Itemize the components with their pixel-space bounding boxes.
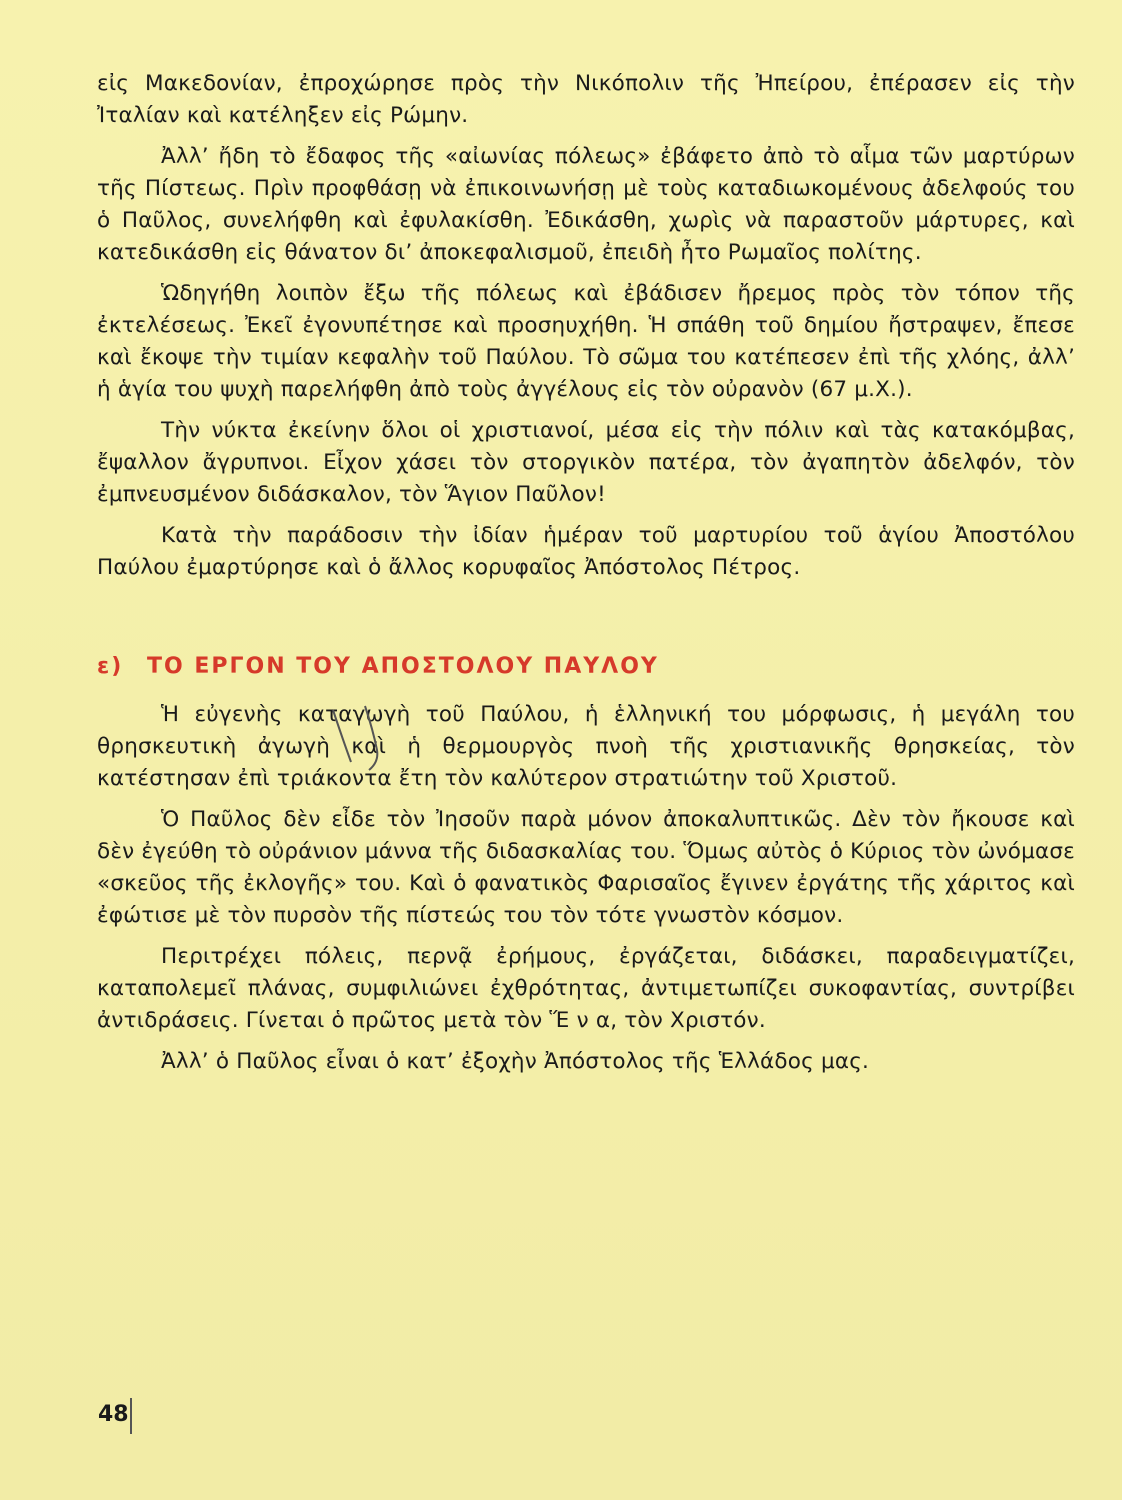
section-paragraph-2: Ὁ Παῦλος δὲν εἶδε τὸν Ἰησοῦν παρὰ μόνον ἀποκαλυπτικῶς. Δὲν τὸν ἤκουσε καὶ δὲν ἐγεύθη τὸ οὐράνιον μάννα τῆς διδασκαλίας του. Ὅμως αὐτὸς ὁ Κύριος τὸν ὠνόμασε «σκεῦος τῆς ἐκλογῆς» του. Καὶ ὁ φανατικὸς Φαρισαῖος ἔγινεν ἐργάτης τῆς χάριτος καὶ ἐφώτισε μὲ τὸν πυρσὸν τῆς πίστεώς του τὸν τότε γνωστὸν κόσμον. — [97, 807, 1075, 928]
page-number-divider — [130, 1398, 132, 1434]
section-heading — [97, 654, 1075, 679]
paragraph-execution: Ὡδηγήθη λοιπὸν ἔξω τῆς πόλεως καὶ ἐβάδισεν ἤρεμος πρὸς τὸν τόπον τῆς ἐκτελέσεως. Ἐκεῖ ἐγονυπέτησε καὶ προσηυχήθη. Ἡ σπάθη τοῦ δημίου ἤστραψεν, ἔπεσε καὶ ἔκοψε τὴν τιμίαν κεφαλὴν τοῦ Παύλου. Τὸ σῶμα του κατέπεσεν ἐπὶ τῆς χλόης, ἀλλ’ ἡ ἁγία του ψυχὴ παρελήφθη ἀπὸ τοὺς ἀγγέλους εἰς τὸν οὐρανὸν (67 μ.Χ.). — [97, 281, 1075, 402]
page-number: 48 — [98, 1402, 129, 1427]
paragraph-tradition: Κατὰ τὴν παράδοσιν τὴν ἰδίαν ἡμέραν τοῦ μαρτυρίου τοῦ ἁγίου Ἀποστόλου Παύλου ἐμαρτύρησε καὶ ὁ ἄλλος κορυφαῖος Ἀπόστολος Πέτρος. — [97, 523, 1075, 580]
section-title: ΤΟ ΕΡΓΟΝ ΤΟΥ ΑΠΟΣΤΟΛΟΥ ΠΑΥΛΟΥ — [146, 654, 659, 679]
section-paragraph-1: Ἡ εὐγενὴς καταγωγὴ τοῦ Παύλου, ἡ ἑλληνική του μόρφωσις, ἡ μεγάλη του θρησκευτικὴ ἀγωγὴ καὶ ἡ θερμουργὸς πνοὴ τῆς χριστιανικῆς θρησκείας, τὸν κατέστησαν ἐπὶ τριάκοντα ἔτη τὸν καλύτερον στρατιώτην τοῦ Χριστοῦ. — [97, 702, 1075, 791]
section-paragraph-3: Περιτρέχει πόλεις, περνᾷ ἐρήμους, ἐργάζεται, διδάσκει, παραδειγματίζει, καταπολεμεῖ πλάνας, συμφιλιώνει ἐχθρότητας, ἀντιμετωπίζει συκοφαντίας, συντρίβει ἀντιδράσεις. Γίνεται ὁ πρῶτος μετὰ τὸν Ἕ ν α, τὸν Χριστόν. — [97, 944, 1075, 1033]
section-paragraph-4: Ἀλλ’ ὁ Παῦλος εἶναι ὁ κατ’ ἐξοχὴν Ἀπόστολος τῆς Ἑλλάδος μας. — [161, 1049, 870, 1074]
paragraph-night: Τὴν νύκτα ἐκείνην ὅλοι οἱ χριστιανοί, μέσα εἰς τὴν πόλιν καὶ τὰς κατακόμβας, ἔψαλλον ἄγρυπνοι. Εἶχον χάσει τὸν στοργικὸν πατέρα, τὸν ἀγαπητὸν ἀδελφόν, τὸν ἐμπνευσμένον διδάσκαλον, τὸν Ἅγιον Παῦλον! — [97, 418, 1075, 507]
page-text — [97, 68, 1075, 1078]
pencil-scribble — [325, 700, 395, 780]
paragraph-continued: εἰς Μακεδονίαν, ἐπροχώρησε πρὸς τὴν Νικόπολιν τῆς Ἠπείρου, ἐπέρασεν εἰς τὴν Ἰταλίαν καὶ κατέληξεν εἰς Ρώμην. — [97, 71, 1075, 128]
paragraph-arrest: Ἀλλ’ ἤδη τὸ ἔδαφος τῆς «αἰωνίας πόλεως» ἐβάφετο ἀπὸ τὸ αἷμα τῶν μαρτύρων τῆς Πίστεως. Πρὶν προφθάσῃ νὰ ἐπικοινωνήσῃ μὲ τοὺς καταδιωκομένους ἀδελφούς του ὁ Παῦλος, συνελήφθη καὶ ἐφυλακίσθη. Ἐδικάσθη, χωρὶς νὰ παραστοῦν μάρτυρες, καὶ κατεδικάσθη εἰς θάνατον δι’ ἀποκεφαλισμοῦ, ἐπειδὴ ἦτο Ρωμαῖος πολίτης. — [97, 144, 1075, 265]
section-marker: ε) — [97, 654, 124, 679]
